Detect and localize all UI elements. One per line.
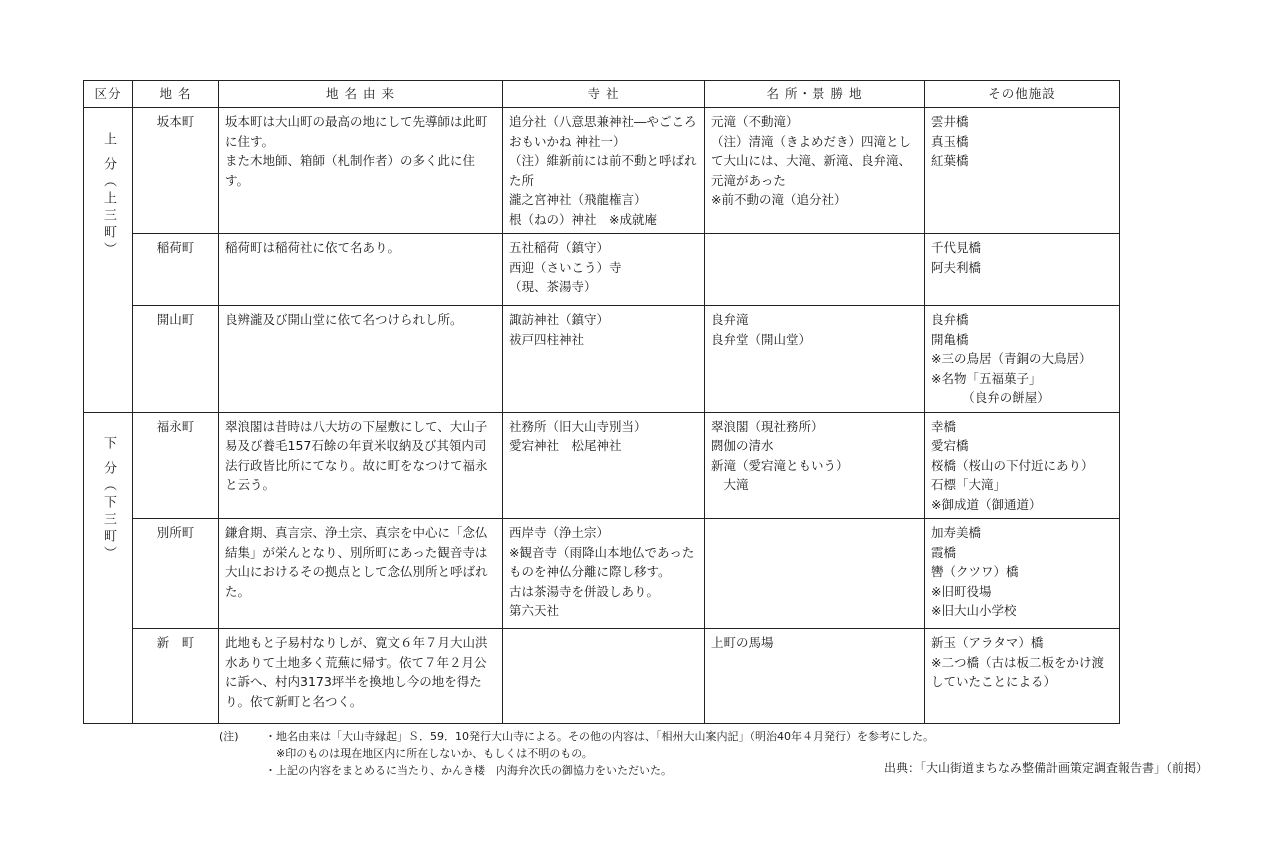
shrines-cell (503, 629, 705, 724)
sights-cell: 良弁滝 良弁堂（開山堂） (705, 306, 925, 413)
footnote-text: ・地名由来は「大山寺縁起」Ｓ．59．10発行大山寺による。その他の内容は、「相州大山案内記」（明治40年４月発行）を参考にした。 (265, 730, 934, 743)
district-name: 坂本町 (133, 108, 219, 234)
origin-cell: 此地もと子易村なりしが、寛文６年７月大山洪水ありて土地多く荒蕪に帰す。依て７年２月公に訴へ、村内3173坪半を換地し今の地を得たり。依て新町と名つく。 (219, 629, 503, 724)
source-citation: 出典：「大山街道まちなみ整備計画策定調査報告書」（前掲） (883, 761, 1208, 775)
header-facilities: その他施設 (925, 81, 1120, 108)
header-origin: 地 名 由 来 (219, 81, 503, 108)
origin-cell: 翠浪閣は昔時は八大坊の下屋敷にして、大山子易及び養毛157石餘の年貢米収納及び其領内司法行政皆比所にてなり。故に町をなつけて福永と云う。 (219, 412, 503, 519)
footnote-text: ・上記の内容をまとめるに当たり、かんき楼 内海弁次氏の御協力をいただいた。 (265, 764, 672, 777)
facilities-cell: 加寿美橋 霞橋 轡（クツワ）橋 ※旧町役場 ※旧大山小学校 (925, 519, 1120, 629)
footnote-label: (注) (219, 730, 239, 743)
table-row (84, 306, 1120, 413)
header-sights: 名 所・景 勝 地 (705, 81, 925, 108)
district-name: 開山町 (133, 306, 219, 413)
facilities-cell: 新玉（アラタマ）橋 ※二つ橋（古は板二板をかけ渡していたことによる） (925, 629, 1120, 724)
footnote-text: ※印のものは現在地区内に所在しないか、もしくは不明のもの。 (265, 747, 593, 760)
shrines-cell: 諏訪神社（鎮守） 祓戸四柱神社 (503, 306, 705, 413)
header-shrines: 寺 社 (503, 81, 705, 108)
origin-cell: 良辨瀧及び開山堂に依て名つけられし所。 (219, 306, 503, 413)
district-name: 稲荷町 (133, 234, 219, 306)
facilities-cell: 幸橋 愛宕橋 桜橋（桜山の下付近にあり） 石標「大滝」 ※御成道（御通道） (925, 412, 1120, 519)
section-label-lower: 下 分（下三町） (84, 412, 133, 724)
shrines-cell: 社務所（旧大山寺別当） 愛宕神社 松尾神社 (503, 412, 705, 519)
sights-cell: 元滝（不動滝） （注）清滝（きよめだき）四滝として大山には、大滝、新滝、良弁滝、元滝があった ※前不動の滝（追分社） (705, 108, 925, 234)
footnote-line (219, 728, 934, 745)
sights-cell: 上町の馬場 (705, 629, 925, 724)
table-row (84, 412, 1120, 519)
place-name-table (83, 80, 1120, 724)
header-section: 区分 (84, 81, 133, 108)
sights-cell (705, 234, 925, 306)
header-row (84, 81, 1120, 108)
origin-cell: 鎌倉期、真言宗、浄土宗、真宗を中心に「念仏結集」が栄んとなり、別所町にあった観音寺は大山におけるその拠点として念仏別所と呼ばれた。 (219, 519, 503, 629)
table-row (84, 519, 1120, 629)
section-label-upper: 上 分（上三町） (84, 108, 133, 413)
facilities-cell: 良弁橋 開亀橋 ※三の鳥居（青銅の大鳥居） ※名物「五福菓子」 （良弁の餅屋） (925, 306, 1120, 413)
table-row (84, 234, 1120, 306)
facilities-cell: 雲井橋 真玉橋 紅葉橋 (925, 108, 1120, 234)
district-name: 別所町 (133, 519, 219, 629)
shrines-cell: 西岸寺（浄土宗） ※観音寺（雨降山本地仏であったものを神仏分離に際し移す。 古は茶湯寺を併設しあり。 第六天社 (503, 519, 705, 629)
table-row (84, 629, 1120, 724)
table-row (84, 108, 1120, 234)
sights-cell: 翠浪閣（現社務所） 閼伽の清水 新滝（愛宕滝ともいう） 大滝 (705, 412, 925, 519)
sights-cell (705, 519, 925, 629)
shrines-cell: 追分社（八意思兼神社―やごころおもいかね 神社一） （注）維新前には前不動と呼ばれた所 瀧之宮神社（飛龍権言） 根（ねの）神社 ※成就庵 (503, 108, 705, 234)
district-name: 新 町 (133, 629, 219, 724)
origin-cell: 坂本町は大山町の最高の地にして先導師は此町に住す。 また木地師、箱師（札制作者）の多く此に住す。 (219, 108, 503, 234)
header-place-name: 地 名 (133, 81, 219, 108)
shrines-cell: 五社稲荷（鎮守） 西迎（さいこう）寺 （現、茶湯寺） (503, 234, 705, 306)
facilities-cell: 千代見橋 阿夫利橋 (925, 234, 1120, 306)
footnotes (219, 728, 934, 779)
footnote-line (219, 762, 934, 779)
district-name: 福永町 (133, 412, 219, 519)
footnote-line (219, 745, 934, 762)
origin-cell: 稲荷町は稲荷社に依て名あり。 (219, 234, 503, 306)
